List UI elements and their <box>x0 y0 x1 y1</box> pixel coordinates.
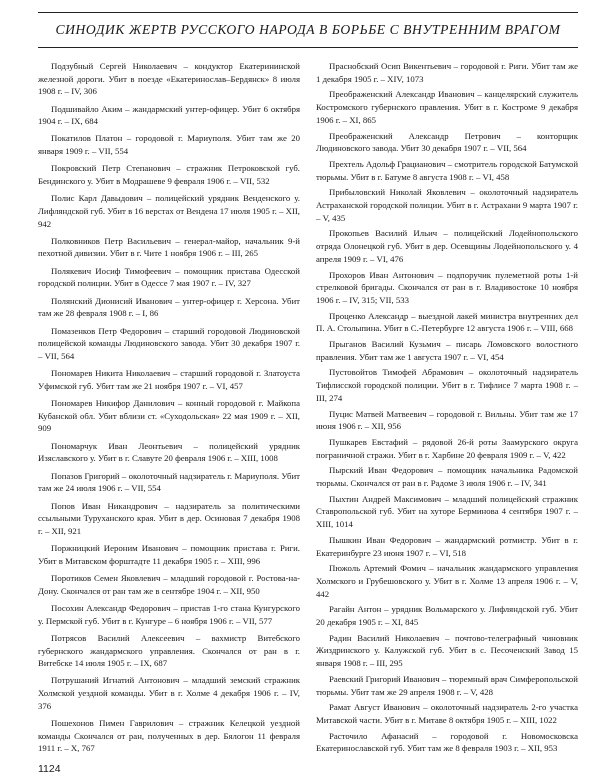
obituary-entry: Поротиков Семен Яковлевич – младший городовой г. Ростова-на-Дону. Скончался от ран там же в сентябре 1904 г. – XII, 950 <box>38 573 300 596</box>
obituary-entry: Прехтель Адольф Грацианович – смотритель городской Батумской тюрьмы. Убит в г. Батуме 8 августа 1908 г. – VI, 458 <box>316 158 578 182</box>
running-header-title: СИНОДИК ЖЕРТВ РУССКОГО НАРОДА В БОРЬБЕ С ВНУТРЕННИМ ВРАГОМ <box>55 22 561 37</box>
obituary-entry: Раевский Григорий Иванович – тюремный врач Симферопольской тюрьмы. Убит там же 29 апреля 1908 г. – V, 428 <box>316 673 578 697</box>
obituary-entry: Пюжоль Артемий Фомич – начальник жандармского управления Холмского и Грубешовского у. Убит в г. Холме 13 апреля 1906 г. – V, 442 <box>316 563 578 599</box>
obituary-entry: Потрясов Василий Алексеевич – вахмистр Витебского губернского жандармского управления. Скончался от ран в г. Витебске 14 июля 1905 г. – IX, 687 <box>38 632 300 669</box>
obituary-entry: Полянский Дионисий Иванович – унтер-офицер г. Херсона. Убит там же 28 февраля 1908 г. – I, 86 <box>38 295 300 319</box>
obituary-entry: Покатилов Платон – городовой г. Мариуполя. Убит там же 20 января 1909 г. – VII, 554 <box>38 133 300 157</box>
obituary-entry: Полякевич Иосиф Тимофеевич – помощник пристава Одесской городской полиции. Убит в Одессе 7 мая 1907 г. – IV, 327 <box>38 265 300 289</box>
obituary-entry: Поржницкий Иероним Иванович – помощник пристава г. Риги. Убит в Митавском форштадте 11 декабря 1905 г. – XIII, 996 <box>38 543 300 566</box>
obituary-entry: Преображенский Александр Петрович – конторщик Людиновского завода. Убит 30 декабря 1907 г. – VII, 564 <box>316 130 578 154</box>
obituary-entry: Попов Иван Никандрович – надзиратель за политическими ссыльными Туруханского края. Убит в дер. Осиновая 7 декабря 1908 г. – XII, 921 <box>38 500 300 536</box>
obituary-entry: Помазенков Петр Федорович – старший городовой Людиновской полицейской команды Людиновского завода. Убит 30 декабря 1907 г. – VII, 564 <box>38 325 300 361</box>
obituary-entry: Потрушаний Игнатий Антонович – младший земский стражник Холмской уездной команды. Убит в г. Холме 4 декабря 1906 г. – IV, 376 <box>38 675 300 711</box>
obituary-entry: Пуцис Матвей Матвеевич – городовой г. Вильны. Убит там же 17 июня 1906 г. – XII, 956 <box>316 408 578 432</box>
obituary-entry: Прибыловский Николай Яковлевич – околоточный надзиратель Астраханской городской полиции. Убит в г. Астрахани 9 марта 1907 г. – V, 435 <box>316 187 578 223</box>
obituary-entry: Пономарев Никифор Данилович – конный городовой г. Майкопа Кубанской обл. Убит вблизи ст. «Суходольская» 22 мая 1909 г. – XII, 909 <box>38 398 300 434</box>
obituary-entry: Проценко Александр – выездной лакей министра внутренних дел П. А. Столыпина. Убит в С.-Петербурге 12 августа 1906 г. – VIII, 668 <box>316 310 578 334</box>
obituary-entry: Пушкарев Евстафий – рядовой 26-й роты Заамурского округа пограничной стражи. Убит в г. Харбине 20 февраля 1909 г. – V, 422 <box>316 436 578 460</box>
obituary-entry: Радин Василий Николаевич – почтово-телеграфный чиновник Жиздринского у. Калужской губ. Убит в с. Песоченский Завод 15 января 1908 г. – III, 295 <box>316 632 578 669</box>
obituary-entry: Рагайн Антон – урядник Вольмарского у. Лифляндской губ. Убит 20 декабря 1905 г. – XI, 845 <box>316 604 578 627</box>
obituary-entry: Рамат Август Иванович – околоточный надзиратель 2-го участка Митавской части. Убит в г. Митаве 8 октября 1905 г. – XIII, 1022 <box>316 702 578 725</box>
obituary-entry: Покровский Петр Степанович – стражник Петроковской губ. Бендинского у. Убит в Модрашеве 9 февраля 1906 г. – VII, 532 <box>38 163 300 186</box>
obituary-entry: Подзубный Сергей Николаевич – кондуктор Екатерининской железной дороги. Убит в поезде «Екатеринослав–Бердянск» 8 июля 1908 г. – IV, 306 <box>38 61 300 97</box>
obituary-entry: Пустовойтов Тимофей Абрамович – околоточный надзиратель Тифлисской городской полиции. Убит в г. Тифлисе 7 марта 1908 г. – III, 274 <box>316 367 578 403</box>
obituary-entry: Пыхтин Андрей Максимович – младший полицейский стражник Ставропольской губ. Убит на хуторе Берминова 4 сентября 1907 г. – XIII, 1014 <box>316 493 578 530</box>
text-columns <box>38 60 578 755</box>
obituary-entry: Расточило Афанасий – городовой г. Новомосковска Екатеринославской губ. Убит там же 8 февраля 1903 г. – XII, 953 <box>316 730 578 754</box>
obituary-entry: Прыганов Василий Кузьмич – писарь Ломовского волостного правления. Убит там же 1 августа 1907 г. – VI, 454 <box>316 339 578 362</box>
obituary-entry: Пошехонов Пимен Гаврилович – стражник Келецкой уездной команды Скончался от ран, полученных в дер. Бялогон 11 февраля 1911 г. – X, 767 <box>38 717 300 754</box>
obituary-entry: Преображенский Александр Иванович – канцелярский служитель Костромского губернского правления. Убит в г. Костроме 9 декабря 1906 г. – XI, 865 <box>316 89 578 125</box>
obituary-entry: Пырский Иван Федорович – помощник начальника Радомской тюрьмы. Скончался от ран в г. Радоме 3 июля 1906 г. – IV, 341 <box>316 465 578 488</box>
obituary-entry: Посохин Александр Федорович – пристав 1-го стана Кунгурского у. Пермской губ. Убит в г. Кунгуре – 6 ноября 1906 г. – VII, 577 <box>38 602 300 626</box>
obituary-entry: Пышкин Иван Федорович – жандармский ротмистр. Убит в г. Екатеринбурге 23 июня 1907 г. – VI, 518 <box>316 534 578 558</box>
obituary-entry: Полковников Петр Васильевич – генерал-майор, начальник 9-й пехотной дивизии. Убит в г. Чите 1 ноября 1906 г. – III, 265 <box>38 235 300 259</box>
obituary-entry: Прокопьев Василий Ильич – полицейский Лодейнопольского отряда Олонецкой губ. Убит в дер. Осевщины Лодейнопольского у. 4 апреля 1909 г. – VI, 476 <box>316 228 578 264</box>
obituary-entry: Прохоров Иван Антонович – подпоручик пулеметной роты 1-й стрелковой бригады. Скончался от ран в г. Владивостоке 10 ноября 1906 г. – IV, 315; VII, 533 <box>316 269 578 305</box>
obituary-entry: Полис Карл Давыдович – полицейский урядник Венденского у. Лифляндской губ. Убит в 16 верстах от Вендена 17 июля 1905 г. – XII, 942 <box>38 193 300 229</box>
obituary-entry: Подшивайло Аким – жандармский унтер-офицер. Убит 6 октября 1904 г. – IX, 684 <box>38 103 300 127</box>
obituary-entry: Пономарчук Иван Леонтьевич – полицейский урядник Изяславского у. Убит в г. Славуте 20 февраля 1906 г. – XIII, 1008 <box>38 440 300 464</box>
page-number: 1124 <box>38 763 61 775</box>
running-header <box>38 12 578 48</box>
left-column <box>38 60 300 755</box>
obituary-entry: Праснобский Осип Викентьевич – городовой г. Риги. Убит там же 1 декабря 1905 г. – XIV, 1073 <box>316 61 578 84</box>
obituary-entry: Попазов Григорий – околоточный надзиратель г. Мариуполя. Убит там же 24 июля 1906 г. – VII, 554 <box>38 470 300 494</box>
obituary-entry: Пономарев Никита Николаевич – старший городовой г. Златоуста Уфимской губ. Убит там же 21 ноября 1907 г. – VI, 457 <box>38 368 300 391</box>
right-column <box>316 60 578 755</box>
